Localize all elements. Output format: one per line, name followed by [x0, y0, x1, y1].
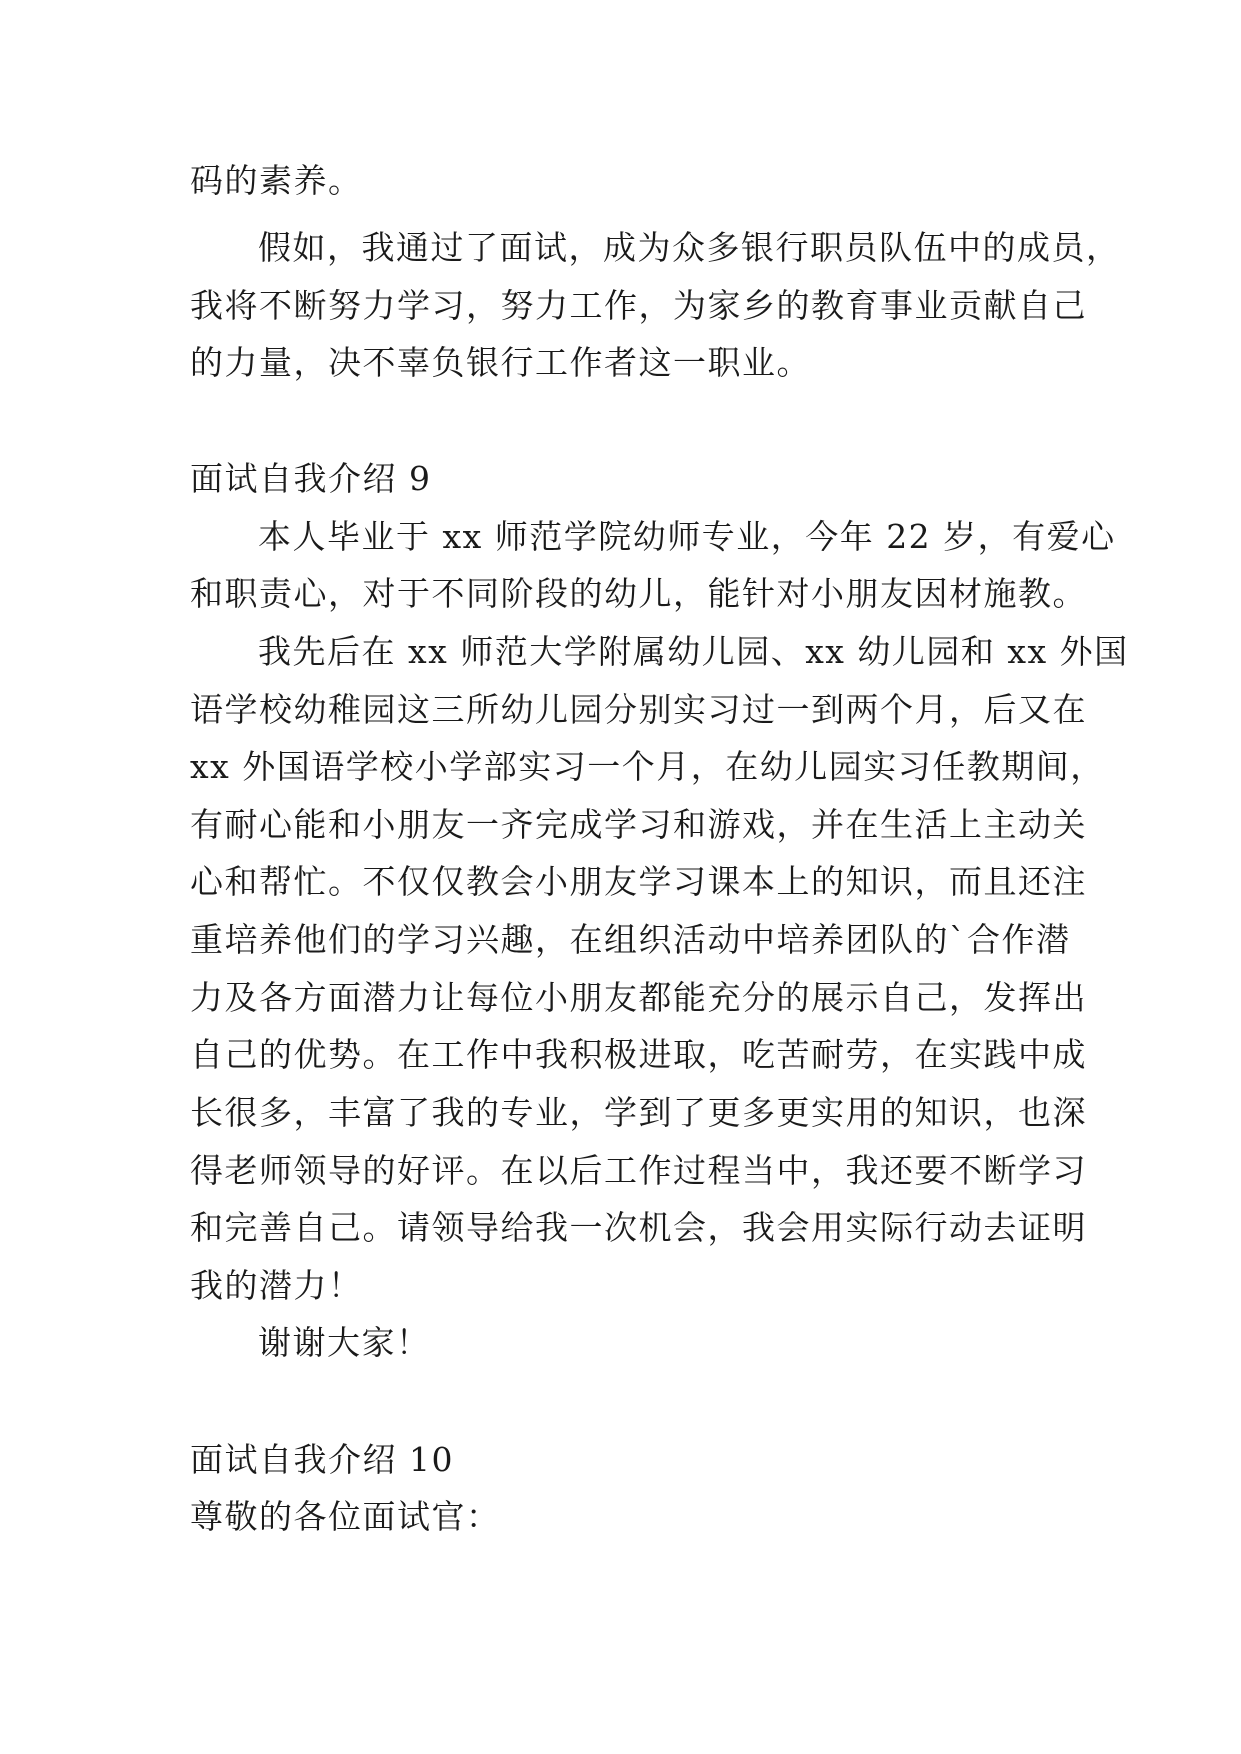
salutation-line: 尊敬的各位面试官： — [190, 1497, 501, 1536]
paragraph-line: 有耐心能和小朋友一齐完成学习和游戏，并在生活上主动关 — [190, 805, 1087, 844]
paragraph-line: 我的潜力！ — [190, 1266, 363, 1305]
paragraph-line: 力及各方面潜力让每位小朋友都能充分的展示自己，发挥出 — [190, 978, 1087, 1017]
paragraph-line: 本人毕业于 xx 师范学院幼师专业，今年 22 岁，有爱心 — [258, 517, 1116, 556]
paragraph-line: 自己的优势。在工作中我积极进取，吃苦耐劳，在实践中成 — [190, 1035, 1087, 1074]
paragraph-line: 心和帮忙。不仅仅教会小朋友学习课本上的知识，而且还注 — [190, 862, 1087, 901]
paragraph-line: 我将不断努力学习，努力工作，为家乡的教育事业贡献自己 — [190, 286, 1087, 325]
paragraph-line: 得老师领导的好评。在以后工作过程当中，我还要不断学习 — [190, 1151, 1087, 1190]
paragraph-line: 谢谢大家！ — [258, 1323, 431, 1362]
paragraph-line: 的力量，决不辜负银行工作者这一职业。 — [190, 343, 811, 382]
section-heading: 面试自我介绍 9 — [190, 459, 432, 498]
paragraph-line: 码的素养。 — [190, 161, 363, 200]
paragraph-line: xx 外国语学校小学部实习一个月，在幼儿园实习任教期间， — [190, 747, 1105, 786]
paragraph-line: 语学校幼稚园这三所幼儿园分别实习过一到两个月，后又在 — [190, 690, 1087, 729]
section-heading: 面试自我介绍 10 — [190, 1440, 454, 1479]
paragraph-line: 重培养他们的学习兴趣，在组织活动中培养团队的`合作潜 — [190, 920, 1071, 959]
paragraph-line: 和职责心，对于不同阶段的幼儿，能针对小朋友因材施教。 — [190, 574, 1087, 613]
paragraph-line: 我先后在 xx 师范大学附属幼儿园、xx 幼儿园和 xx 外国 — [258, 632, 1129, 671]
paragraph-line: 假如，我通过了面试，成为众多银行职员队伍中的成员， — [258, 228, 1121, 267]
paragraph-line: 长很多，丰富了我的专业，学到了更多更实用的知识，也深 — [190, 1093, 1087, 1132]
paragraph-line: 和完善自己。请领导给我一次机会，我会用实际行动去证明 — [190, 1208, 1087, 1247]
